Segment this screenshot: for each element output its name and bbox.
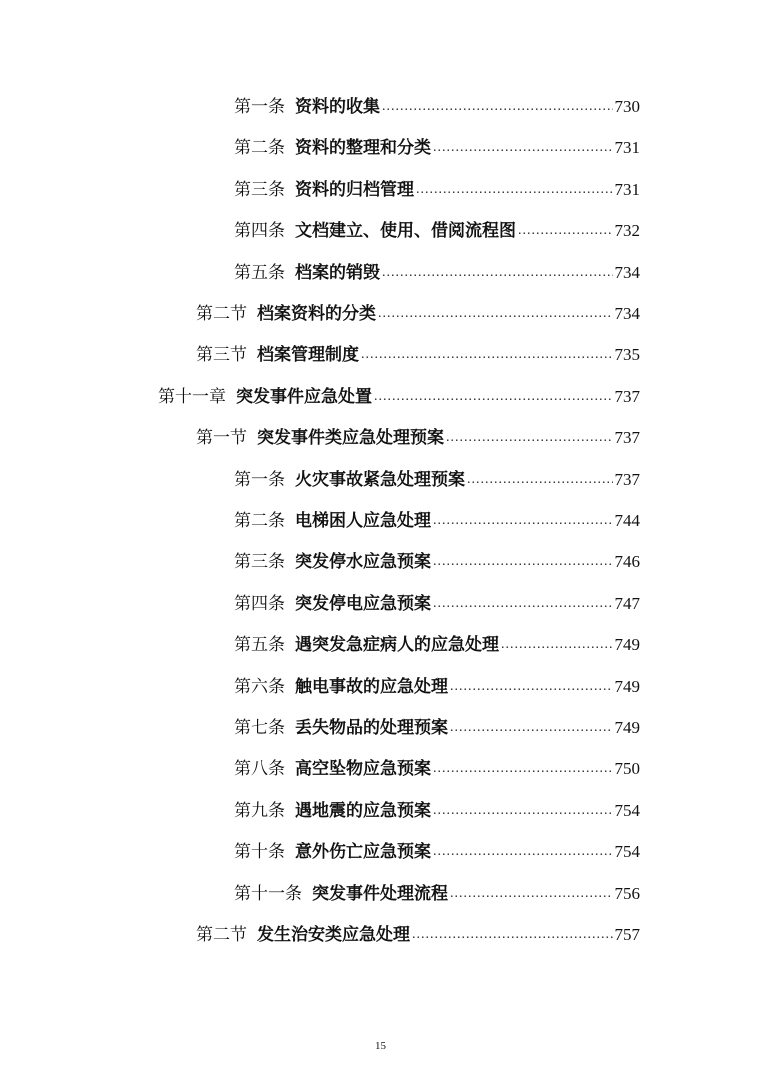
toc-dot-leader <box>450 717 613 739</box>
toc-entry[interactable] <box>196 419 640 449</box>
toc-entry[interactable] <box>234 502 640 532</box>
toc-entry-number: 第九条 <box>234 800 285 821</box>
toc-entry-title: 资料的整理和分类 <box>295 138 431 159</box>
toc-entry-number: 第七条 <box>234 718 285 738</box>
toc-entry-number: 第一节 <box>196 428 247 449</box>
toc-entry-title: 资料的收集 <box>295 97 380 117</box>
toc-entry-number: 第十一章 <box>158 386 226 407</box>
toc-entry[interactable] <box>234 254 640 284</box>
toc-entry-number: 第二条 <box>234 138 285 159</box>
toc-entry[interactable] <box>234 709 640 739</box>
toc-entry-title: 突发事件处理流程 <box>312 883 448 904</box>
toc-entry-page: 750 <box>614 759 640 779</box>
toc-entry[interactable] <box>196 295 640 325</box>
toc-entry[interactable] <box>234 875 640 905</box>
toc-entry-page: 737 <box>614 469 640 489</box>
toc-entry[interactable] <box>234 212 640 242</box>
toc-entry-page: 737 <box>614 386 640 406</box>
toc-entry-page: 749 <box>614 635 640 655</box>
toc-entry-title: 火灾事故紧急处理预案 <box>295 469 465 490</box>
toc-dot-leader <box>433 593 613 615</box>
toc-entry-number: 第四条 <box>234 221 285 242</box>
toc-entry-number: 第二节 <box>196 304 247 324</box>
toc-entry-page: 754 <box>614 800 640 820</box>
toc-entry[interactable] <box>234 833 640 863</box>
toc-entry-number: 第十一条 <box>234 883 302 904</box>
toc-entry-title: 档案的销毁 <box>295 262 380 283</box>
toc-entry[interactable] <box>234 543 640 573</box>
toc-entry[interactable] <box>196 336 640 366</box>
toc-entry-number: 第三条 <box>234 552 285 573</box>
toc-entry-number: 第十条 <box>234 842 285 863</box>
toc-entry-title: 高空坠物应急预案 <box>295 759 431 780</box>
toc-entry-number: 第四条 <box>234 593 285 614</box>
toc-entry-page: 734 <box>614 304 640 323</box>
toc-entry-title: 突发停电应急预案 <box>295 593 431 614</box>
toc-entry-title: 突发事件类应急处理预案 <box>257 428 444 449</box>
toc-entry-page: 731 <box>614 179 640 199</box>
toc-entry-page: 756 <box>614 883 640 903</box>
toc-entry-page: 737 <box>614 428 640 448</box>
toc-entry-number: 第五条 <box>234 262 285 283</box>
toc-dot-leader <box>361 344 613 366</box>
toc-entry-title: 意外伤亡应急预案 <box>295 842 431 863</box>
toc-entry[interactable] <box>234 129 640 159</box>
toc-entry-number: 第三节 <box>196 345 247 366</box>
toc-entry-page: 730 <box>614 97 640 116</box>
toc-entry-number: 第二条 <box>234 511 285 531</box>
toc-dot-leader <box>518 220 613 242</box>
toc-dot-leader <box>501 634 613 656</box>
toc-entry-title: 文档建立、使用、借阅流程图 <box>295 221 516 242</box>
toc-entry-title: 突发停水应急预案 <box>295 552 431 573</box>
toc-entry-number: 第二节 <box>196 925 247 945</box>
toc-entry-title: 电梯困人应急处理 <box>295 511 431 531</box>
toc-entry[interactable] <box>234 750 640 780</box>
toc-entry[interactable] <box>234 88 640 118</box>
toc-entry-number: 第六条 <box>234 676 285 697</box>
toc-entry-title: 遇地震的应急预案 <box>295 800 431 821</box>
toc-entry-title: 遇突发急症病人的应急处理 <box>295 635 499 656</box>
toc-entry-page: 754 <box>614 842 640 862</box>
toc-entry-number: 第五条 <box>234 635 285 656</box>
toc-entry[interactable] <box>234 171 640 201</box>
toc-dot-leader <box>433 800 613 822</box>
toc-entry[interactable] <box>234 792 640 822</box>
toc-dot-leader <box>382 262 613 284</box>
toc-entry[interactable] <box>158 378 640 408</box>
toc-entry-page: 731 <box>614 138 640 158</box>
toc-entry-page: 744 <box>614 511 640 530</box>
page-number: 15 <box>375 1040 386 1052</box>
toc-dot-leader <box>433 841 613 863</box>
toc-dot-leader <box>467 469 613 491</box>
toc-entry-page: 734 <box>614 262 640 282</box>
toc-dot-leader <box>433 137 613 159</box>
toc-entry-page: 747 <box>614 593 640 613</box>
toc-entry-number: 第八条 <box>234 759 285 780</box>
toc-dot-leader <box>450 883 613 905</box>
toc-entry-page: 732 <box>614 221 640 241</box>
toc-entry-number: 第三条 <box>234 179 285 200</box>
toc-dot-leader <box>433 551 613 573</box>
toc-entry-page: 749 <box>614 676 640 696</box>
toc-entry-title: 资料的归档管理 <box>295 179 414 200</box>
toc-entry-title: 发生治安类应急处理 <box>257 925 410 945</box>
toc-entry-title: 突发事件应急处置 <box>236 386 372 407</box>
toc-dot-leader <box>450 676 613 698</box>
toc-dot-leader <box>433 510 613 532</box>
toc-entry-number: 第一条 <box>234 469 285 490</box>
toc-entry-title: 档案资料的分类 <box>257 304 376 324</box>
toc-dot-leader <box>446 427 613 449</box>
toc-dot-leader <box>433 758 613 780</box>
toc-entry[interactable] <box>234 585 640 615</box>
toc-entry[interactable] <box>196 916 640 946</box>
toc-entry-title: 档案管理制度 <box>257 345 359 366</box>
toc-entry-page: 749 <box>614 718 640 737</box>
toc-entry-page: 746 <box>614 552 640 572</box>
toc-entry-page: 757 <box>614 925 640 944</box>
toc-entry-page: 735 <box>614 345 640 365</box>
toc-entry[interactable] <box>234 668 640 698</box>
toc-entry[interactable] <box>234 626 640 656</box>
toc-dot-leader <box>416 179 613 201</box>
toc-dot-leader <box>382 96 613 118</box>
toc-entry-title: 触电事故的应急处理 <box>295 676 448 697</box>
toc-entry[interactable] <box>234 461 640 491</box>
toc-dot-leader <box>374 386 613 408</box>
toc-entry-title: 丢失物品的处理预案 <box>295 718 448 738</box>
toc-dot-leader <box>378 303 613 325</box>
toc-dot-leader <box>412 924 613 946</box>
toc-entry-number: 第一条 <box>234 97 285 117</box>
